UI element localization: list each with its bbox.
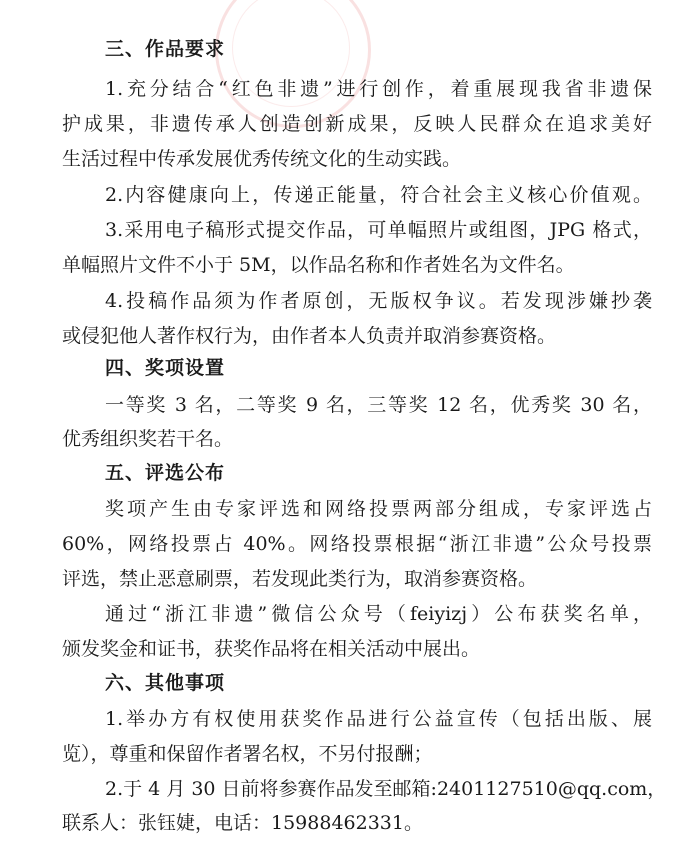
section-heading-selection: 五、评选公布 xyxy=(105,462,226,484)
paragraph-line: 护成果，非遗传承人创造创新成果，反映人民群众在追求美好 xyxy=(62,113,652,135)
paragraph-line: 通过“浙江非遗”微信公众号（feiyizj）公布获奖名单， xyxy=(105,603,652,625)
paragraph-line: 4.投稿作品须为作者原创，无版权争议。若发现涉嫌抄袭 xyxy=(105,290,652,312)
paragraph-line: 颁发奖金和证书，获奖作品将在相关活动中展出。 xyxy=(62,638,481,660)
paragraph-line: 单幅照片文件不小于 5M，以作品名称和作者姓名为文件名。 xyxy=(62,254,575,276)
paragraph-line: 览），尊重和保留作者署名权，不另付报酬； xyxy=(62,743,433,765)
paragraph-line: 一等奖 3 名，二等奖 9 名，三等奖 12 名，优秀奖 30 名， xyxy=(105,394,652,416)
section-heading-requirements: 三、作品要求 xyxy=(105,38,226,60)
paragraph-line: 3.采用电子稿形式提交作品，可单幅照片或组图，JPG 格式， xyxy=(105,219,652,241)
paragraph-line: 或侵犯他人著作权行为，由作者本人负责并取消参赛资格。 xyxy=(62,325,557,347)
paragraph-line: 生活过程中传承发展优秀传统文化的生动实践。 xyxy=(62,148,462,170)
paragraph-line: 1.充分结合“红色非遗”进行创作，着重展现我省非遗保 xyxy=(105,78,652,100)
section-heading-awards: 四、奖项设置 xyxy=(105,357,226,379)
paragraph-line: 2.内容健康向上，传递正能量，符合社会主义核心价值观。 xyxy=(105,184,652,206)
paragraph-line: 评选，禁止恶意刷票，若发现此类行为，取消参赛资格。 xyxy=(62,568,538,590)
section-heading-other: 六、其他事项 xyxy=(105,672,226,694)
paragraph-line: 奖项产生由专家评选和网络投票两部分组成，专家评选占 xyxy=(105,498,652,520)
paragraph-line: 60%，网络投票占 40%。网络投票根据“浙江非遗”公众号投票 xyxy=(62,533,652,555)
paragraph-line: 2.于 4 月 30 日前将参赛作品发至邮箱:2401127510@qq.com， xyxy=(105,778,667,800)
paragraph-line: 1.举办方有权使用获奖作品进行公益宣传（包括出版、展 xyxy=(105,708,652,730)
paragraph-line: 优秀组织奖若干名。 xyxy=(62,428,234,450)
paragraph-line: 联系人：张钰婕，电话：15988462331。 xyxy=(62,812,423,834)
